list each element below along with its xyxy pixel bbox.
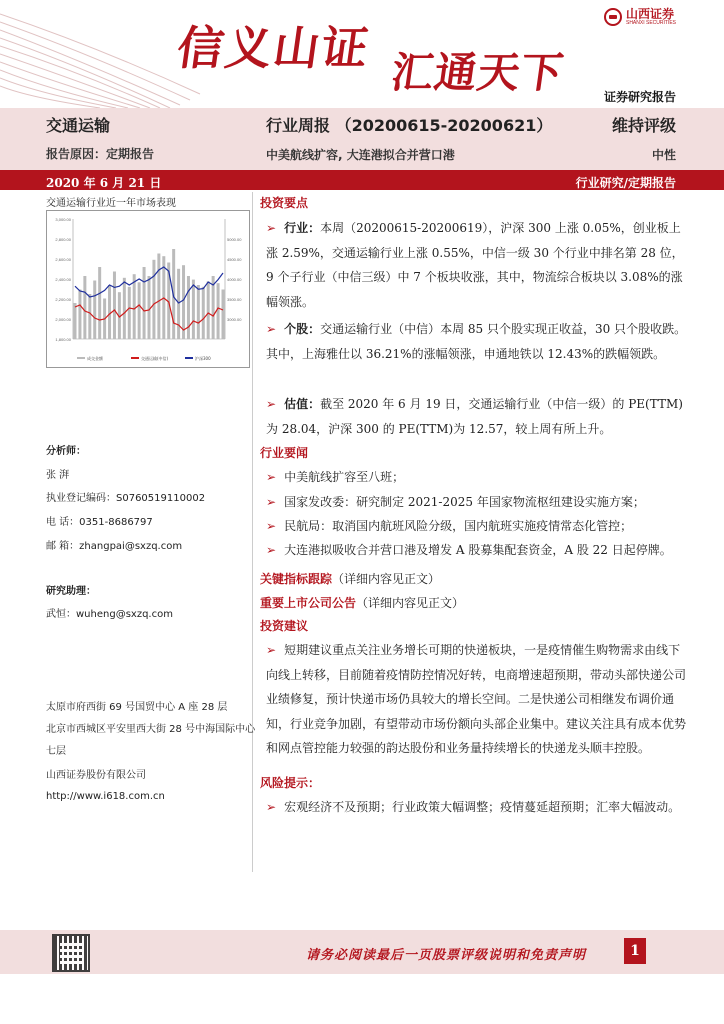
cert-number: 执业登记编码：S0760519110002 <box>46 493 206 504</box>
text-stocks: 交通运输行业（中信）本周 85 只个股实现正收益，30 只个股收跌。其中，上海雅仕以 36.21%的涨幅领涨，申通地铁以 12.43%的跌幅领跌。 <box>266 322 687 361</box>
footer-disclaimer: 请务必阅读最后一页股票评级说明和免责声明 <box>306 948 587 963</box>
section-key-points: 投资要点 <box>260 196 309 210</box>
report-period: 行业周报 （20200615-20200621） <box>266 116 553 135</box>
chart-volume-bar <box>152 260 155 339</box>
rating-value: 中性 <box>651 148 676 162</box>
chart-legend-label: 成交金额 <box>87 356 103 361</box>
news-text: 国家发改委：研究制定 2021-2025 年国家物流枢纽建设实施方案； <box>284 495 645 509</box>
chart-left-tick: 2,200.00 <box>55 297 71 302</box>
text-industry: 本周（20200615-20200619），沪深 300 上涨 0.05%，创业板上涨 2.59%，交通运输行业上涨 0.55%，中信一级 30 个行业中排名第 28 位，9 个子行业（中信三级）中 7 个板块收涨，其中，物流综合板块以 3.08%的涨幅领涨。 <box>266 221 684 309</box>
company-name: 山西证券股份有限公司 <box>46 770 146 781</box>
rating-label: 维持评级 <box>611 116 676 135</box>
chart-left-tick: 3,000.00 <box>55 217 71 222</box>
chart-volume-bar <box>123 278 126 339</box>
para-risk <box>266 795 688 820</box>
section-indicators <box>260 570 440 587</box>
announcements-title: 重要上市公司公告 <box>260 596 357 610</box>
chart-volume-bar <box>133 274 136 339</box>
page-number: 1 <box>624 938 646 964</box>
chart-volume-bar <box>182 265 185 339</box>
report-date: 2020 年 6 月 21 日 <box>46 176 162 190</box>
chart-volume-bar <box>113 272 116 340</box>
chart-volume-bar <box>187 276 190 339</box>
chart-right-tick: 5000.00 <box>227 237 242 242</box>
indicators-title: 关键指标跟踪 <box>260 572 333 586</box>
arrow-bullet-icon: ➢ <box>266 519 277 533</box>
qr-code-icon <box>52 934 90 972</box>
chart-volume-bar <box>108 285 111 339</box>
chart-volume-bar <box>128 287 131 339</box>
indicators-note: （详细内容见正文） <box>332 572 441 586</box>
chart-right-tick: 3500.00 <box>227 297 242 302</box>
logo-cn: 山西证券 <box>625 7 674 21</box>
arrow-bullet-icon: ➢ <box>266 470 277 484</box>
chart-left-tick: 2,000.00 <box>55 317 71 322</box>
column-divider <box>252 192 253 872</box>
section-advice: 投资建议 <box>260 619 309 633</box>
chart-right-tick: 4500.00 <box>227 257 242 262</box>
chart-svg <box>47 211 249 367</box>
label-industry: 行业： <box>284 221 321 235</box>
chart-left-tick: 2,400.00 <box>55 277 71 282</box>
assistant-contact: 武恒：wuheng@sxzq.com <box>46 609 173 620</box>
text-valuation: 截至 2020 年 6 月 19 日，交通运输行业（中信一级）的 PE(TTM) 为 28.04，沪深 300 的 PE(TTM)为 12.57，较上周有所上升。 <box>266 397 683 436</box>
news-text: 民航局：取消国内航班风险分级，国内航班实施疫情常态化管控； <box>284 519 633 533</box>
section-news: 行业要闻 <box>260 446 309 460</box>
announcements-note: （详细内容见正文） <box>356 596 465 610</box>
para-valuation <box>266 392 688 441</box>
chart-legend-swatch <box>77 357 85 359</box>
analyst-name: 张 湃 <box>46 470 70 481</box>
arrow-bullet-icon: ➢ <box>266 800 277 814</box>
logo-en: SHANXI SECURITIES <box>625 20 676 26</box>
chart-volume-bar <box>207 281 210 339</box>
arrow-bullet-icon: ➢ <box>266 495 277 509</box>
chart-volume-bar <box>74 303 77 339</box>
label-valuation: 估值： <box>284 397 321 411</box>
address-taiyuan: 太原市府西街 69 号国贸中心 A 座 28 层 <box>46 702 228 713</box>
para-stocks <box>266 317 688 366</box>
chart-volume-bar <box>202 287 205 339</box>
chart-right-tick: 4000.00 <box>227 277 242 282</box>
report-type: 证券研究报告 <box>603 90 676 104</box>
chart-volume-bar <box>98 267 101 339</box>
arrow-bullet-icon: ➢ <box>266 643 277 657</box>
text-risk: 宏观经济不及预期；行业政策大幅调整；疫情蔓延超预期；汇率大幅波动。 <box>284 800 681 814</box>
news-item <box>266 490 688 515</box>
label-stocks: 个股： <box>284 322 321 336</box>
news-item <box>266 465 688 490</box>
report-category: 行业研究/定期报告 <box>575 176 676 190</box>
chart-volume-bar <box>83 276 86 339</box>
market-chart <box>46 210 250 368</box>
chart-title: 交通运输行业近一年市场表现 <box>46 198 176 209</box>
para-advice <box>266 638 688 761</box>
chart-legend-swatch <box>131 357 139 359</box>
slogan-right: 汇通天下 <box>388 48 568 97</box>
chart-left-tick: 2,600.00 <box>55 257 71 262</box>
chart-volume-bar <box>143 267 146 339</box>
news-text: 大连港拟吸收合并营口港及增发 A 股募集配套资金，A 股 22 日起停牌。 <box>284 543 672 557</box>
chart-volume-bar <box>88 294 91 339</box>
company-website[interactable]: http://www.i618.com.cn <box>46 791 165 802</box>
chart-right-tick: 3000.00 <box>227 317 242 322</box>
chart-volume-bar <box>138 282 141 339</box>
section-risk: 风险提示： <box>260 776 321 790</box>
chart-volume-bar <box>197 285 200 339</box>
chart-legend-label: 沪深300 <box>195 356 211 361</box>
analyst-email: 邮 箱：zhangpai@sxzq.com <box>46 541 183 552</box>
slogan-left: 信义山证 <box>173 21 374 75</box>
text-advice: 短期建议重点关注业务增长可期的快递板块，一是疫情催生购物需求由线下向线上转移，目前随着疫情防控情况好转，电商增速超预期，带动头部快递公司业绩修复，预计快递市场仍具较大的增长空间。二是快递公司相继发布调价通知，行业竞争加剧，有望带动市场份额向头部企业集中。建议关注具有成本优势和网点管控能力较强的韵达股份和业务量持续增长的快递龙头顺丰控股。 <box>266 643 687 755</box>
chart-volume-bar <box>217 283 220 339</box>
chart-volume-bar <box>222 290 225 340</box>
chart-volume-bar <box>177 269 180 339</box>
arrow-bullet-icon: ➢ <box>266 221 277 235</box>
chart-volume-bar <box>148 276 151 339</box>
assistant-label: 研究助理： <box>46 586 96 597</box>
arrow-bullet-icon: ➢ <box>266 543 277 557</box>
chart-left-tick: 2,800.00 <box>55 237 71 242</box>
company-logo <box>604 8 676 26</box>
report-reason: 报告原因：定期报告 <box>46 147 155 161</box>
news-item <box>266 514 688 539</box>
arrow-bullet-icon: ➢ <box>266 397 277 411</box>
industry-name: 交通运输 <box>46 116 111 135</box>
address-beijing: 北京市西城区平安里西大街 28 号中海国际中心七层 <box>46 724 256 757</box>
arrow-bullet-icon: ➢ <box>266 322 277 336</box>
report-header <box>0 0 724 108</box>
news-item <box>266 538 688 563</box>
chart-volume-bar <box>78 290 81 340</box>
logo-icon <box>604 8 622 26</box>
chart-volume-bar <box>93 281 96 340</box>
chart-legend-label: 交通运输(中信) <box>141 356 169 361</box>
chart-volume-bar <box>192 280 195 339</box>
analyst-phone: 电 话：0351-8686797 <box>46 517 153 528</box>
analyst-label: 分析师： <box>46 446 86 457</box>
para-industry <box>266 216 688 314</box>
chart-volume-bar <box>157 254 160 340</box>
section-announcements <box>260 594 464 611</box>
report-headline: 中美航线扩容, 大连港拟合并营口港 <box>266 148 455 162</box>
chart-left-tick: 1,800.00 <box>55 337 71 342</box>
news-text: 中美航线扩容至八班； <box>284 470 405 484</box>
chart-legend-swatch <box>185 357 193 359</box>
